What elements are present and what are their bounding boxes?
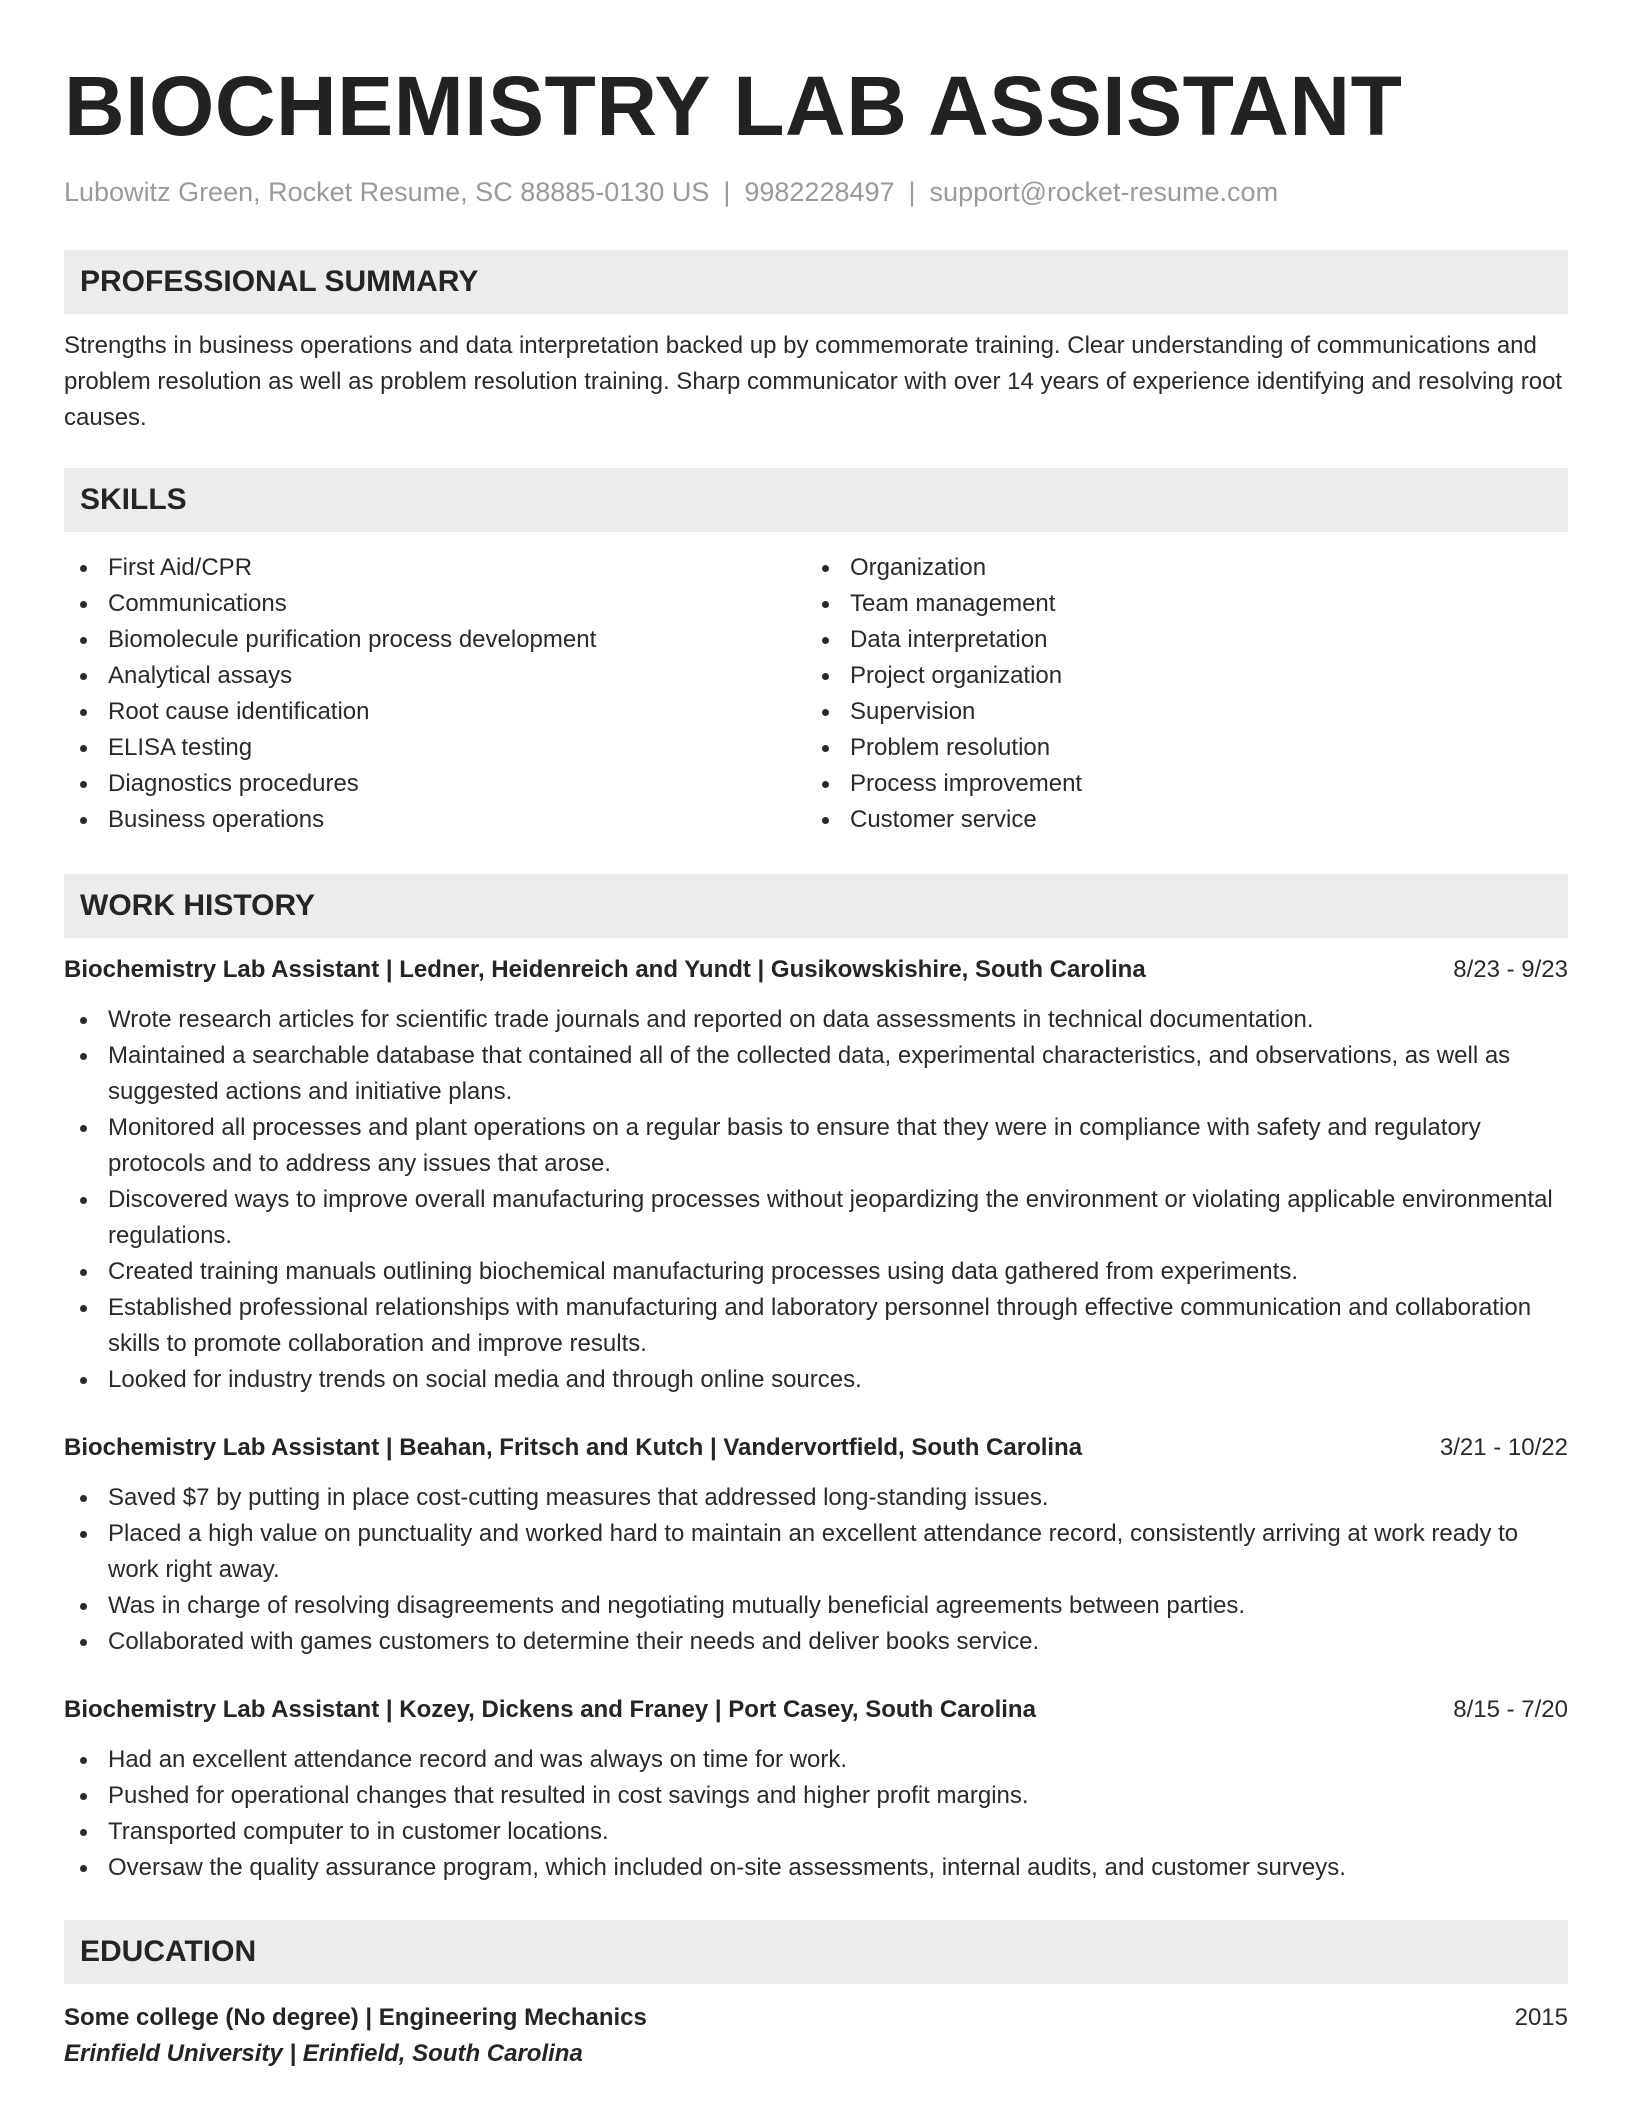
work-heading: WORK HISTORY (64, 874, 1568, 938)
list-item: Monitored all processes and plant operations on a regular basis to ensure that they were in compliance with safety and regulatory protocols and to address any issues that arose. (64, 1110, 1568, 1182)
list-item: Process improvement (806, 766, 1548, 802)
list-item: Wrote research articles for scientific trade journals and reported on data assessments in technical documentation. (64, 1002, 1568, 1038)
job-dates: 3/21 - 10/22 (1439, 1434, 1568, 1461)
job-header (64, 1692, 1568, 1728)
education-entry (64, 2000, 1568, 2072)
list-item: Created training manuals outlining biochemical manufacturing processes using data gathered from experiments. (64, 1254, 1568, 1290)
job-title: Biochemistry Lab Assistant | Kozey, Dickens and Franey | Port Casey, South Carolina (64, 1696, 1036, 1723)
contact-line (64, 172, 1568, 212)
list-item: First Aid/CPR (64, 550, 806, 586)
education-year: 2015 (1514, 2004, 1568, 2031)
skills-heading: SKILLS (64, 468, 1568, 532)
skills-left-list (64, 550, 806, 838)
list-item: Problem resolution (806, 730, 1548, 766)
list-item: Analytical assays (64, 658, 806, 694)
list-item: Business operations (64, 802, 806, 838)
education-header (64, 2000, 1568, 2036)
list-item: Organization (806, 550, 1548, 586)
job-dates: 8/23 - 9/23 (1453, 956, 1568, 983)
list-item: Customer service (806, 802, 1548, 838)
list-item: Collaborated with games customers to determine their needs and deliver books service. (64, 1624, 1568, 1660)
list-item: Communications (64, 586, 806, 622)
page-title: BIOCHEMISTRY LAB ASSISTANT (64, 59, 1403, 153)
job-header (64, 1430, 1568, 1466)
skills-right-list (806, 550, 1548, 838)
job-bullets (64, 1480, 1568, 1660)
job-entry (64, 1430, 1568, 1660)
list-item: Established professional relationships with manufacturing and laboratory personnel through effective communication and collaboration skills to promote collaboration and improve results. (64, 1290, 1568, 1362)
job-bullets (64, 1002, 1568, 1398)
list-item: Project organization (806, 658, 1548, 694)
summary-text: Strengths in business operations and data interpretation backed up by commemorate training. Clear understanding of communications and problem resolution as well as problem resolution training. Sharp communicator with over 14 years of experience identifying and resolving root causes. (64, 332, 1563, 431)
skills-columns (64, 550, 1568, 838)
job-header (64, 952, 1568, 988)
list-item: Data interpretation (806, 622, 1548, 658)
list-item: Team management (806, 586, 1548, 622)
list-item: Was in charge of resolving disagreements and negotiating mutually beneficial agreements between parties. (64, 1588, 1568, 1624)
job-entry (64, 1692, 1568, 1886)
contact-phone: 9982228497 (744, 177, 895, 207)
list-item: Diagnostics procedures (64, 766, 806, 802)
job-title: Biochemistry Lab Assistant | Ledner, Heidenreich and Yundt | Gusikowskishire, South Carolina (64, 956, 1146, 983)
list-item: ELISA testing (64, 730, 806, 766)
education-heading: EDUCATION (64, 1920, 1568, 1984)
list-item: Saved $7 by putting in place cost-cutting measures that addressed long-standing issues. (64, 1480, 1568, 1516)
education-degree: Some college (No degree) | Engineering Mechanics (64, 2004, 647, 2031)
list-item: Maintained a searchable database that contained all of the collected data, experimental characteristics, and observations, as well as suggested actions and initiative plans. (64, 1038, 1568, 1110)
list-item: Looked for industry trends on social media and through online sources. (64, 1362, 1568, 1398)
contact-address: Lubowitz Green, Rocket Resume, SC 88885-0130 US (64, 177, 710, 207)
job-title: Biochemistry Lab Assistant | Beahan, Fritsch and Kutch | Vandervortfield, South Carolina (64, 1434, 1083, 1461)
contact-separator: | (908, 177, 916, 207)
list-item: Transported computer to in customer locations. (64, 1814, 1568, 1850)
list-item: Root cause identification (64, 694, 806, 730)
list-item: Supervision (806, 694, 1548, 730)
contact-separator: | (723, 177, 731, 207)
list-item: Discovered ways to improve overall manufacturing processes without jeopardizing the environment or violating applicable environmental regulations. (64, 1182, 1568, 1254)
list-item: Placed a high value on punctuality and worked hard to maintain an excellent attendance record, consistently arriving at work ready to work right away. (64, 1516, 1568, 1588)
list-item: Oversaw the quality assurance program, which included on-site assessments, internal audits, and customer surveys. (64, 1850, 1568, 1886)
education-school: Erinfield University | Erinfield, South Carolina (64, 2040, 583, 2067)
list-item: Biomolecule purification process development (64, 622, 806, 658)
summary-heading: PROFESSIONAL SUMMARY (64, 250, 1568, 314)
list-item: Had an excellent attendance record and was always on time for work. (64, 1742, 1568, 1778)
contact-email: support@rocket-resume.com (929, 177, 1279, 207)
job-dates: 8/15 - 7/20 (1453, 1696, 1568, 1723)
list-item: Pushed for operational changes that resulted in cost savings and higher profit margins. (64, 1778, 1568, 1814)
job-entry (64, 952, 1568, 1398)
job-bullets (64, 1742, 1568, 1886)
